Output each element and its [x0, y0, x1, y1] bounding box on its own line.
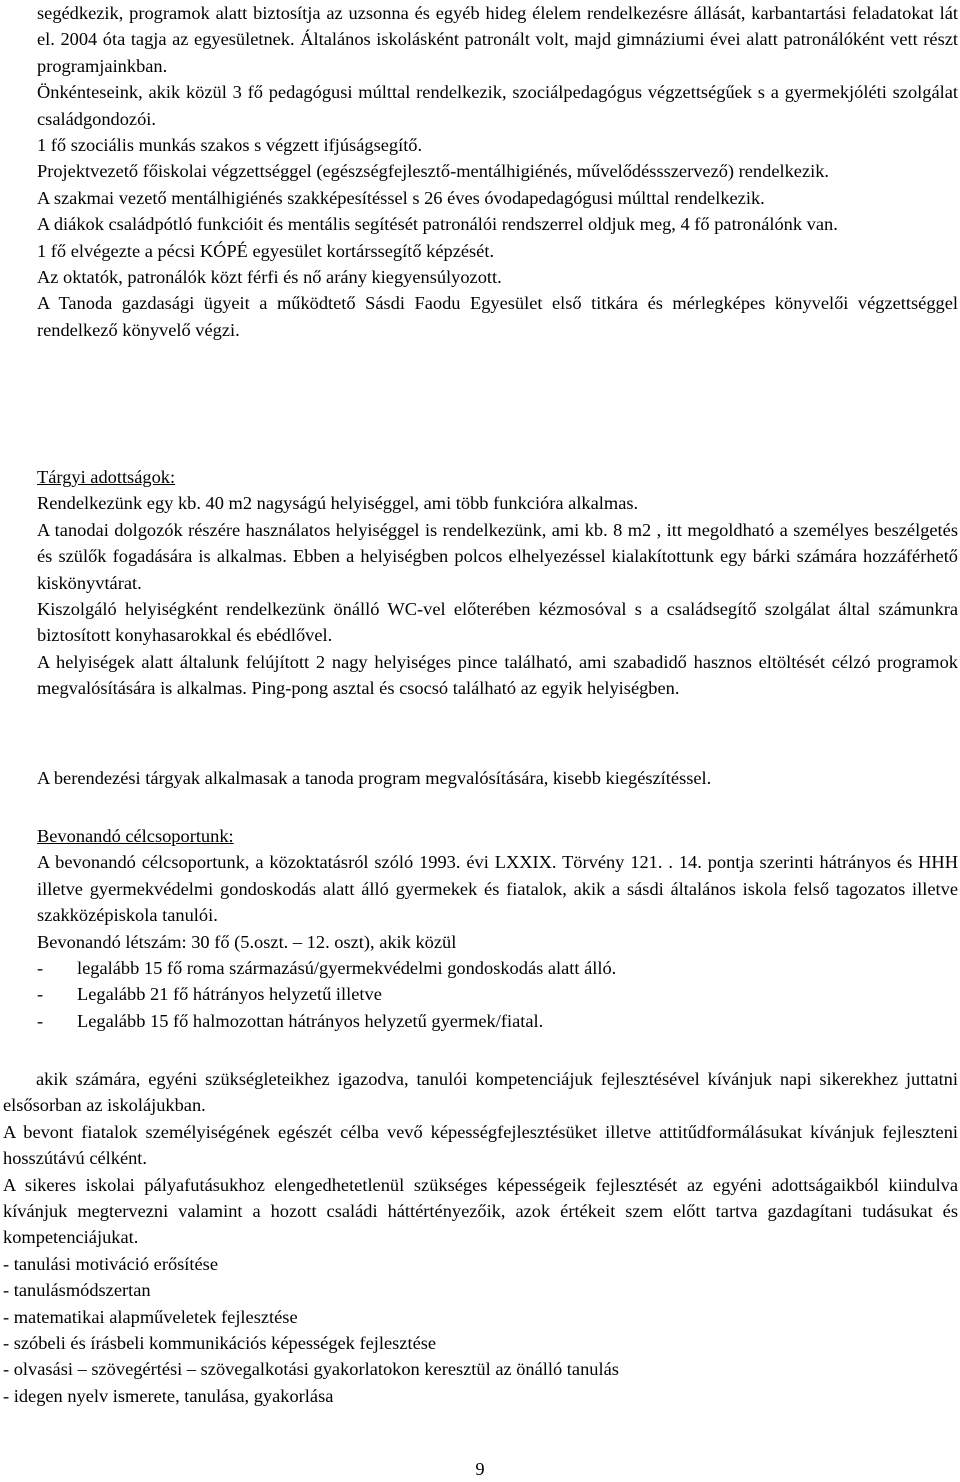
list-item	[37, 981, 958, 1007]
list-item-text: Legalább 15 fő halmozottan hátrányos helyzetű gyermek/fiatal.	[77, 1010, 544, 1031]
paragraph: A szakmai vezető mentálhigiénés szakképesítéssel s 26 éves óvodapedagógusi múlttal rendelkezik.	[37, 187, 765, 208]
paragraph: Rendelkezünk egy kb. 40 m2 nagyságú helyiséggel, ami több funkcióra alkalmas.	[37, 493, 639, 514]
section-heading	[37, 464, 958, 490]
list-item-text: Legalább 21 fő hátrányos helyzetű illetve	[77, 984, 382, 1005]
list-item: - olvasási – szövegértési – szövegalkotási gyakorlatokon keresztül az önálló tanulás	[3, 1359, 619, 1380]
list-item: - szóbeli és írásbeli kommunikációs képességek fejlesztése	[3, 1333, 437, 1354]
staff-section	[37, 0, 958, 343]
page-number: 9	[475, 1459, 485, 1479]
list-item: - tanulási motiváció erősítése	[3, 1253, 219, 1274]
list-item: - matematikai alapműveletek fejlesztése	[3, 1306, 298, 1327]
paragraph: Projektvezető főiskolai végzettséggel (egészségfejlesztő-mentálhigiénés, művelődéssszervező) rendelkezik.	[37, 161, 830, 182]
paragraph: akik számára, egyéni szükségleteikhez igazodva, tanulói kompetenciájuk fejlesztésével kívánjuk napi sikerekhez juttatni elsősorban az iskolájukban.	[3, 1069, 958, 1116]
section-heading	[37, 823, 958, 849]
target-group-section	[37, 823, 958, 1034]
facilities-section	[37, 464, 958, 702]
paragraph: Bevonandó létszám: 30 fő (5.oszt. – 12. oszt), akik közül	[37, 931, 457, 952]
paragraph: Az oktatók, patronálók közt férfi és nő arány kiegyensúlyozott.	[37, 267, 502, 288]
list-item	[37, 1008, 958, 1034]
equipment-section	[37, 765, 958, 791]
paragraph: A bevonandó célcsoportunk, a közoktatásról szóló 1993. évi LXXIX. Törvény 121. . 14. pontja szerinti hátrányos és HHH illetve gyermekvédelmi gondoskodás alatt álló gyermekek és fiatalok, akik a sásdi általános iskola felső tagozatos illetve szakközépiskola tanulói.	[37, 852, 958, 926]
list-item-text: legalább 15 fő roma származású/gyermekvédelmi gondoskodás alatt álló.	[77, 958, 617, 979]
paragraph: A berendezési tárgyak alkalmasak a tanoda program megvalósítására, kisebb kiegészítéssel.	[37, 768, 712, 788]
paragraph: segédkezik, programok alatt biztosítja az uzsonna és egyéb hideg élelem rendelkezésre állását, karbantartási feladatokat lát el. 2004 óta tagja az egyesületnek. Általános iskolásként patronált volt, majd gimnáziumi évei alatt patronálóként vett részt programjainkban.	[37, 3, 958, 76]
goals-section	[3, 1066, 958, 1409]
heading-text: Tárgyi adottságok:	[37, 467, 176, 487]
list-item	[37, 955, 958, 981]
list-dash: -	[37, 984, 44, 1005]
paragraph: A Tanoda gazdasági ügyeit a működtető Sásdi Faodu Egyesület első titkára és mérlegképes könyvelői végzettséggel rendelkező könyvelő végzi.	[37, 293, 958, 340]
paragraph: A bevont fiatalok személyiségének egészét célba vevő képességfejlesztésüket illetve attitűdformálásukat kívánjuk fejleszteni hosszútávú célként.	[3, 1121, 958, 1169]
paragraph: A helyiségek alatt általunk felújított 2 nagy helyiséges pince található, ami szabadidő hasznos eltöltését célzó programok megvalósítására is alkalmas. Ping-pong asztal és csocsó található az egyik helyiségben.	[37, 651, 958, 699]
paragraph: Kiszolgáló helyiségként rendelkezünk önálló WC-vel előterében kézmosóval s a családsegítő szolgálat által számunkra biztosított konyhasarokkal és ebédlővel.	[37, 599, 958, 646]
list-dash: -	[37, 1010, 44, 1031]
paragraph: A sikeres iskolai pályafutásukhoz elengedhetetlenül szükséges képességeik fejlesztését az egyéni adottságaikból kiindulva kívánjuk megtervezni valamint a hozott családi háttértényezőik, azok értékeit szem előtt tartva gazdagítani tudásukat és kompetenciájukat.	[3, 1174, 958, 1248]
list-dash: -	[37, 958, 44, 979]
paragraph: Önkénteseink, akik közül 3 fő pedagógusi múlttal rendelkezik, szociálpedagógus végzettségűek s a gyermekjóléti szolgálat családgondozói.	[37, 82, 958, 129]
target-group-list	[37, 955, 958, 1034]
paragraph: 1 fő szociális munkás szakos s végzett ifjúságsegítő.	[37, 135, 423, 156]
heading-text: Bevonandó célcsoportunk:	[37, 826, 234, 846]
skills-list	[3, 1251, 958, 1409]
list-item: - tanulásmódszertan	[3, 1280, 151, 1301]
paragraph: 1 fő elvégezte a pécsi KÓPÉ egyesület kortárssegítő képzését.	[37, 240, 495, 261]
list-item: - idegen nyelv ismerete, tanulása, gyakorlása	[3, 1385, 334, 1406]
paragraph: A tanodai dolgozók részére használatos helyiséggel is rendelkezünk, ami kb. 8 m2 , itt megoldható a személyes beszélgetés és szülők fogadására is alkalmas. Ebben a helyiségben polcos elhelyezéssel kialakítottunk egy bárki számára hozzáférhető kiskönyvtárat.	[37, 519, 958, 593]
paragraph: A diákok családpótló funkcióit és mentális segítését patronálói rendszerrel oldjuk meg, 4 fő patronálónk van.	[37, 214, 838, 235]
